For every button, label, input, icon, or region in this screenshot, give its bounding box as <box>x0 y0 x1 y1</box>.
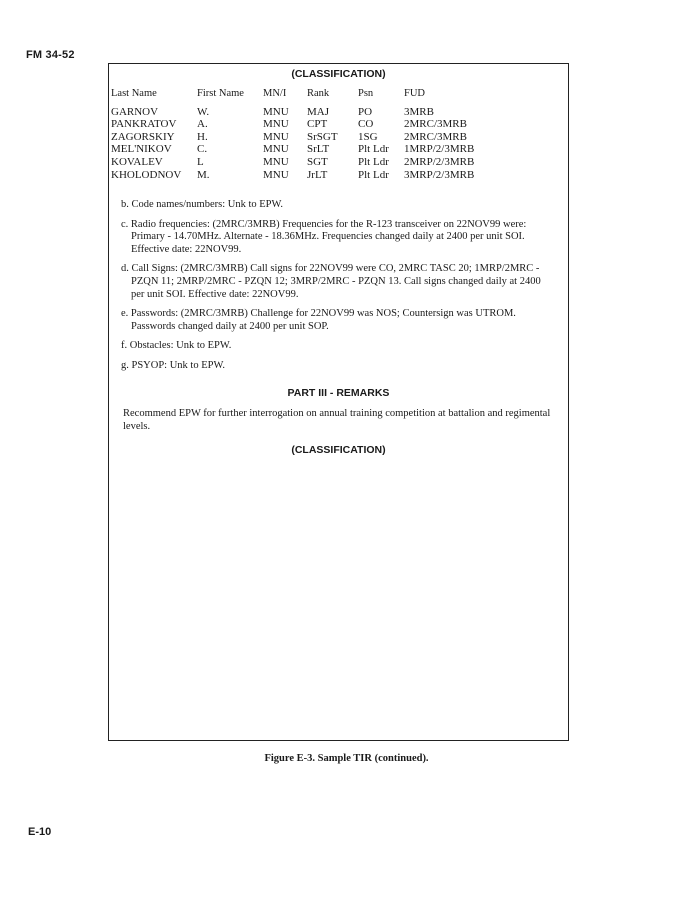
cell-position: Plt Ldr <box>358 168 389 181</box>
cell-first-name: A. <box>197 118 208 131</box>
page-number: E-10 <box>28 826 52 838</box>
cell-last-name: ZAGORSKIY <box>111 130 175 143</box>
cell-middle-initial: MNU <box>263 130 289 143</box>
cell-position: PO <box>358 105 373 118</box>
roster-header-row <box>111 88 494 106</box>
item-psyop <box>121 360 551 373</box>
classification-top: (CLASSIFICATION) <box>291 68 386 80</box>
item-call-signs <box>121 263 551 301</box>
item-text: c. Radio frequencies: (2MRC/3MRB) Frequencies for the R-123 transceiver on 22NOV99 were: Primary - 14.70MHz. Alternate - 18.36MHz. Frequencies changed daily at 2400 per unit SOI. Effective date: 22NOV99. <box>121 218 527 255</box>
item-text: d. Call Signs: (2MRC/3MRB) Call signs for 22NOV99 were CO, 2MRC TASC 20; 1MRP/2MRC - PZQN 11; 2MRP/2MRC - PZQN 12; 3MRP/2MRC - PZQN 13. Call signs changed daily at 2400 per unit SOI. Effective date: 22NOV99. <box>121 263 541 300</box>
table-row <box>111 106 494 119</box>
cell-fud: 3MRB <box>404 105 434 118</box>
item-obstacles <box>121 340 551 353</box>
cell-last-name: KHOLODNOV <box>111 168 182 181</box>
cell-position: CO <box>358 118 374 131</box>
personnel-roster-table <box>111 88 494 181</box>
col-position: Psn <box>358 88 374 99</box>
table-row <box>111 156 494 169</box>
col-first-name: First Name <box>197 88 244 99</box>
cell-fud: 2MRP/2/3MRB <box>404 155 475 168</box>
cell-rank: MAJ <box>307 105 330 118</box>
cell-first-name: W. <box>197 105 210 118</box>
col-middle-initial: MN/I <box>263 88 287 99</box>
cell-fud: 2MRC/3MRB <box>404 130 467 143</box>
cell-rank: SrLT <box>307 143 330 156</box>
item-text: e. Passwords: (2MRC/3MRB) Challenge for 22NOV99 was NOS; Countersign was UTROM. Passwords changed daily at 2400 per unit SOP. <box>121 308 516 332</box>
cell-fud: 3MRP/2/3MRB <box>404 168 475 181</box>
cell-middle-initial: MNU <box>263 118 289 131</box>
col-fud: FUD <box>404 88 426 99</box>
classification-bottom: (CLASSIFICATION) <box>291 444 386 456</box>
cell-fud: 1MRP/2/3MRB <box>404 143 475 156</box>
remarks-text: Recommend EPW for further interrogation on annual training competition at battalion and regimental levels. <box>123 408 551 432</box>
manual-number: FM 34-52 <box>26 49 75 61</box>
item-passwords <box>121 308 551 333</box>
figure-caption: Figure E-3. Sample TIR (continued). <box>264 753 429 764</box>
cell-last-name: GARNOV <box>111 105 159 118</box>
cell-last-name: KOVALEV <box>111 155 163 168</box>
cell-middle-initial: MNU <box>263 105 289 118</box>
cell-last-name: PANKRATOV <box>111 118 177 131</box>
cell-middle-initial: MNU <box>263 143 289 156</box>
cell-last-name: MEL'NIKOV <box>111 143 172 156</box>
col-last-name: Last Name <box>111 88 157 99</box>
cell-first-name: H. <box>197 130 208 143</box>
cell-rank: JrLT <box>307 168 328 181</box>
report-items <box>121 199 551 380</box>
cell-fud: 2MRC/3MRB <box>404 118 467 131</box>
cell-rank: CPT <box>307 118 328 131</box>
cell-rank: SrSGT <box>307 130 338 143</box>
cell-first-name: L <box>197 155 204 168</box>
part-title: PART III - REMARKS <box>287 387 390 399</box>
cell-position: Plt Ldr <box>358 143 389 156</box>
cell-position: 1SG <box>358 130 378 143</box>
report-frame <box>108 63 569 741</box>
item-radio-frequencies <box>121 219 551 257</box>
table-row <box>111 169 494 182</box>
cell-rank: SGT <box>307 155 328 168</box>
cell-middle-initial: MNU <box>263 155 289 168</box>
cell-first-name: M. <box>197 168 210 181</box>
cell-position: Plt Ldr <box>358 155 389 168</box>
table-row <box>111 118 494 131</box>
table-row <box>111 143 494 156</box>
item-text: b. Code names/numbers: Unk to EPW. <box>121 199 284 210</box>
item-text: g. PSYOP: Unk to EPW. <box>121 359 226 371</box>
item-text: f. Obstacles: Unk to EPW. <box>121 340 232 352</box>
cell-middle-initial: MNU <box>263 168 289 181</box>
cell-first-name: C. <box>197 143 208 156</box>
table-row <box>111 131 494 144</box>
col-rank: Rank <box>307 88 330 99</box>
item-code-names <box>121 199 551 212</box>
